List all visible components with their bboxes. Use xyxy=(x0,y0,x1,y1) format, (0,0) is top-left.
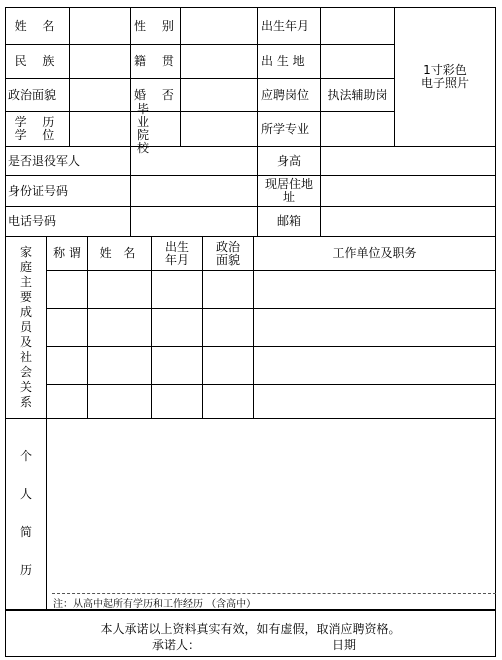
resume-note-divider xyxy=(52,593,496,594)
family-row-4-political[interactable] xyxy=(203,385,254,419)
header-political-line2: 面貌 xyxy=(215,252,240,267)
field-political-status[interactable] xyxy=(70,79,131,112)
family-side-char: 家 xyxy=(19,245,32,259)
label-name: 姓 名 xyxy=(5,7,70,45)
family-row-4-birth[interactable] xyxy=(152,385,203,419)
resume-side-char: 简 xyxy=(19,525,32,539)
field-education[interactable] xyxy=(70,112,131,147)
header-birth-line2: 年月 xyxy=(164,252,189,267)
family-row-2-name[interactable] xyxy=(88,309,152,347)
field-phone[interactable] xyxy=(131,207,258,237)
field-resume[interactable] xyxy=(47,419,496,610)
label-education-line1: 学 历 xyxy=(14,115,61,129)
photo-label-line2: 电子照片 xyxy=(420,76,469,90)
field-birthplace[interactable] xyxy=(321,45,395,79)
header-birth-line1: 出生 xyxy=(164,239,189,254)
label-address-line1: 现居住地 xyxy=(264,177,313,191)
family-row-2-relation[interactable] xyxy=(47,309,88,347)
label-gender: 性 别 xyxy=(131,7,181,45)
label-school-line2: 院 校 xyxy=(137,128,156,155)
family-row-4-relation[interactable] xyxy=(47,385,88,419)
label-major: 所学专业 xyxy=(258,112,321,147)
date-label: 日期 xyxy=(332,638,357,652)
family-row-2-birth[interactable] xyxy=(152,309,203,347)
label-height: 身高 xyxy=(258,147,321,176)
family-side-char: 庭 xyxy=(19,260,32,274)
label-ethnic: 民 族 xyxy=(5,45,70,79)
resume-note: 注：从高中起所有学历和工作经历 （含高中） xyxy=(53,599,257,610)
field-height[interactable] xyxy=(321,147,496,176)
family-side-char: 社 xyxy=(19,350,32,364)
label-address-line2: 址 xyxy=(282,190,295,204)
label-education-line2: 学 位 xyxy=(14,128,61,142)
label-position: 应聘岗位 xyxy=(258,79,321,112)
family-row-1-name[interactable] xyxy=(88,271,152,309)
family-row-2-work[interactable] xyxy=(254,309,496,347)
family-row-4-name[interactable] xyxy=(88,385,152,419)
family-relations-label xyxy=(5,237,47,419)
field-marital[interactable] xyxy=(181,79,258,112)
field-name[interactable] xyxy=(70,7,131,45)
header-member-political xyxy=(203,237,254,271)
family-side-char: 员 xyxy=(19,320,32,334)
field-position[interactable]: 执法辅助岗 xyxy=(321,79,395,112)
label-school-line1: 毕 业 xyxy=(137,102,156,129)
family-row-1-birth[interactable] xyxy=(152,271,203,309)
label-id-number: 身份证号码 xyxy=(5,176,131,207)
family-row-3-work[interactable] xyxy=(254,347,496,385)
family-row-3-name[interactable] xyxy=(88,347,152,385)
family-row-1-work[interactable] xyxy=(254,271,496,309)
family-row-1-political[interactable] xyxy=(203,271,254,309)
label-address xyxy=(258,176,321,207)
label-birthplace: 出 生 地 xyxy=(258,45,321,79)
field-birth-date[interactable] xyxy=(321,7,395,45)
header-member-name: 姓 名 xyxy=(88,237,152,271)
field-email[interactable] xyxy=(321,207,496,237)
family-side-char: 主 xyxy=(19,275,32,289)
resume-side-char: 个 xyxy=(19,449,32,463)
family-row-3-relation[interactable] xyxy=(47,347,88,385)
family-side-char: 成 xyxy=(19,305,32,319)
resume-side-char: 人 xyxy=(19,487,32,501)
resume-side-char: 历 xyxy=(19,563,32,577)
header-member-birth xyxy=(152,237,203,271)
photo-box[interactable] xyxy=(395,7,496,147)
family-side-char: 及 xyxy=(19,335,32,349)
family-side-char: 系 xyxy=(19,395,32,409)
field-veteran[interactable] xyxy=(131,147,258,176)
label-phone: 电话号码 xyxy=(5,207,131,237)
family-row-1-relation[interactable] xyxy=(47,271,88,309)
field-native-place[interactable] xyxy=(181,45,258,79)
pledge-text: 本人承诺以上资料真实有效，如有虚假，取消应聘资格。 xyxy=(100,622,401,636)
family-row-3-political[interactable] xyxy=(203,347,254,385)
label-email: 邮箱 xyxy=(258,207,321,237)
field-graduated-school[interactable] xyxy=(181,112,258,147)
header-work-unit: 工作单位及职务 xyxy=(254,237,496,271)
label-birth-date: 出生年月 xyxy=(258,7,321,45)
resume-label xyxy=(5,419,47,610)
pledge-footer xyxy=(5,610,496,657)
header-relation: 称 谓 xyxy=(47,237,88,271)
family-side-char: 会 xyxy=(19,365,32,379)
field-gender[interactable] xyxy=(181,7,258,45)
field-major[interactable] xyxy=(321,112,395,147)
label-education xyxy=(5,112,70,147)
family-side-char: 关 xyxy=(19,380,32,394)
label-veteran: 是否退役军人 xyxy=(5,147,131,176)
registration-form xyxy=(5,7,496,657)
header-political-line1: 政治 xyxy=(215,239,240,254)
field-ethnic[interactable] xyxy=(70,45,131,79)
field-address[interactable] xyxy=(321,176,496,207)
family-row-3-birth[interactable] xyxy=(152,347,203,385)
photo-label-line1: 1寸彩色 xyxy=(423,63,467,77)
label-marital: 婚 否 xyxy=(131,79,181,112)
label-graduated-school xyxy=(131,102,181,155)
field-id-number[interactable] xyxy=(131,176,258,207)
label-political-status: 政治面貌 xyxy=(5,79,70,112)
family-row-4-work[interactable] xyxy=(254,385,496,419)
label-native-place: 籍 贯 xyxy=(131,45,181,79)
signer-label: 承诺人： xyxy=(152,638,201,652)
family-row-2-political[interactable] xyxy=(203,309,254,347)
family-side-char: 要 xyxy=(19,290,32,304)
